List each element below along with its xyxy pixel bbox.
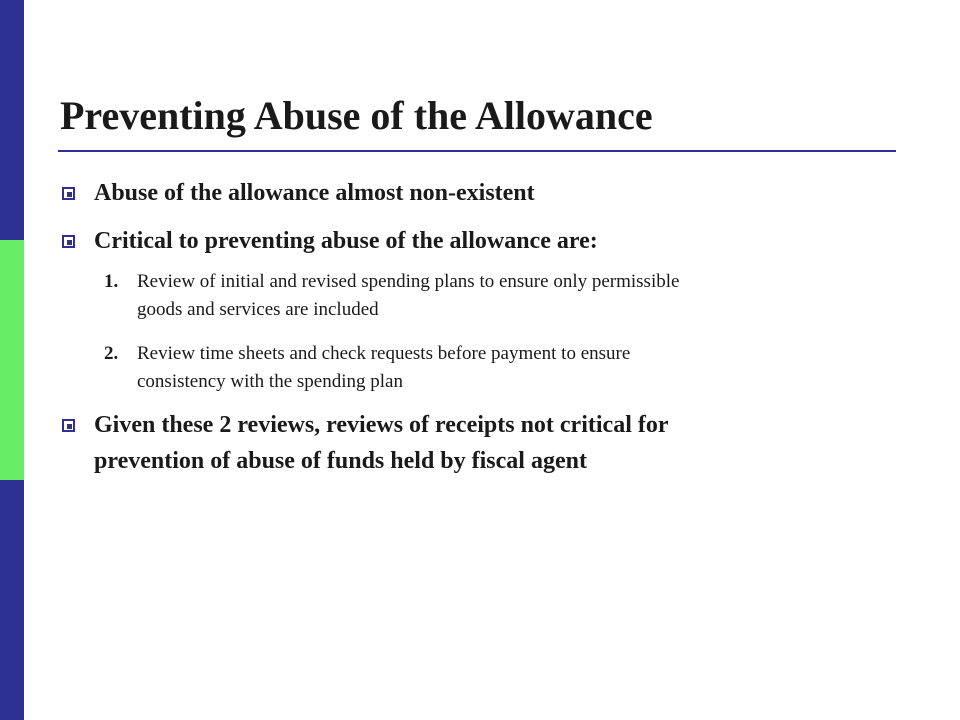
item-text-line: Review of initial and revised spending plans to ensure only permissible [137,271,680,292]
bullet-text: prevention of abuse of funds held by fiscal agent [94,448,587,474]
left-green-accent [0,240,24,480]
bullet-text: Abuse of the allowance almost non-existent [94,180,535,206]
item-number: 2. [104,343,119,364]
item-text-line: consistency with the spending plan [137,371,403,392]
bullet-text: Given these 2 reviews, reviews of receipts not critical for [94,412,669,438]
item-text-line: Review time sheets and check requests before payment to ensure [137,343,631,364]
square-bullet-icon [62,235,75,248]
title-divider [58,150,896,152]
square-bullet-icon [62,187,75,200]
square-bullet-icon [62,419,75,432]
bullet-text: Critical to preventing abuse of the allowance are: [94,228,598,254]
item-number: 1. [104,271,119,292]
slide-title: Preventing Abuse of the Allowance [60,93,653,138]
item-text-line: goods and services are included [137,299,379,320]
